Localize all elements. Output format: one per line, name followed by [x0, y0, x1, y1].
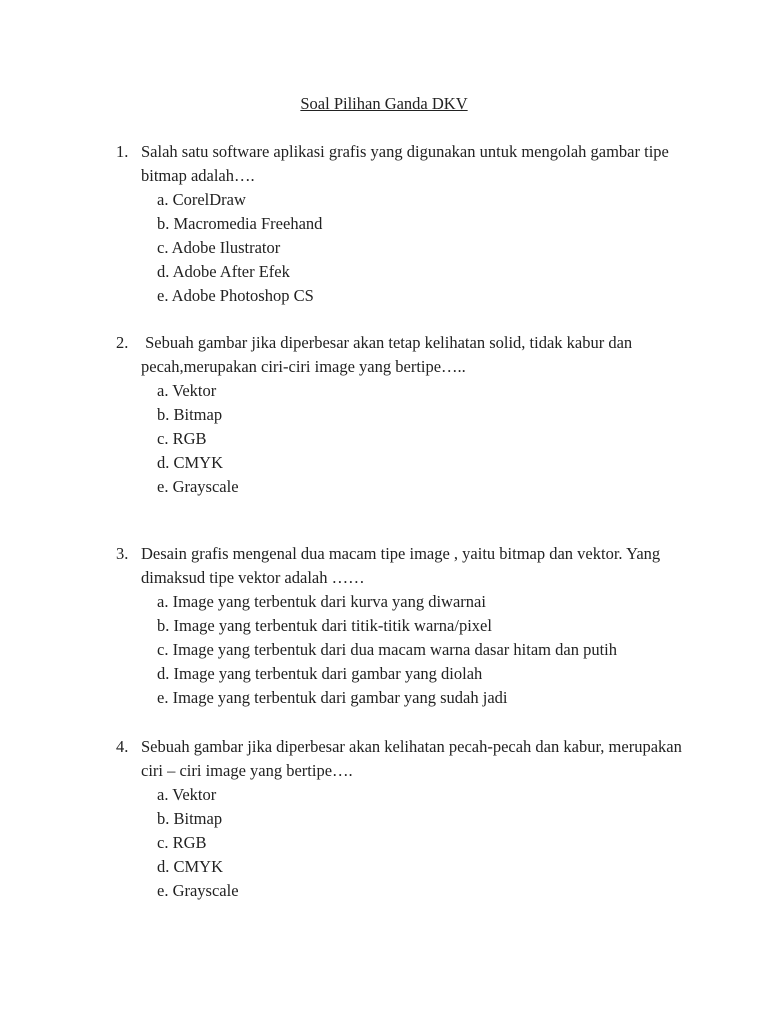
- question-2: [116, 331, 696, 499]
- option-c: c. Adobe Ilustrator: [157, 238, 281, 257]
- question-3: [116, 542, 696, 710]
- option-e: e. Adobe Photoshop CS: [157, 286, 314, 305]
- question-number: 1.: [116, 142, 129, 161]
- option-a: a. Vektor: [157, 785, 217, 804]
- option-e: e. Grayscale: [157, 477, 239, 496]
- option-d: d. Image yang terbentuk dari gambar yang diolah: [157, 664, 483, 683]
- page-title: Soal Pilihan Ganda DKV: [300, 94, 468, 113]
- question-stem: [116, 140, 696, 188]
- option-d: d. CMYK: [157, 857, 224, 876]
- option-e: e. Grayscale: [157, 881, 239, 900]
- option-b: b. Image yang terbentuk dari titik-titik warna/pixel: [157, 616, 492, 635]
- question-1: [116, 140, 696, 308]
- question-number: 3.: [116, 544, 129, 563]
- option-list: [116, 379, 696, 499]
- option-a: a. Vektor: [157, 381, 217, 400]
- option-b: b. Bitmap: [157, 809, 223, 828]
- option-list: [116, 590, 696, 710]
- question-text: Sebuah gambar jika diperbesar akan kelihatan pecah-pecah dan kabur, merupakan ciri – ciri image yang bertipe….: [141, 737, 686, 780]
- question-text: Desain grafis mengenal dua macam tipe image , yaitu bitmap dan vektor. Yang dimaksud tipe vektor adalah ……: [141, 544, 665, 587]
- option-list: [116, 783, 696, 903]
- option-c: c. RGB: [157, 833, 207, 852]
- question-stem: [116, 331, 696, 379]
- option-a: a. Image yang terbentuk dari kurva yang diwarnai: [157, 592, 486, 611]
- option-b: b. Macromedia Freehand: [157, 214, 323, 233]
- option-list: [116, 188, 696, 308]
- question-number: 4.: [116, 737, 129, 756]
- question-4: [116, 735, 696, 903]
- question-text: Sebuah gambar jika diperbesar akan tetap kelihatan solid, tidak kabur dan pecah,merupakan ciri-ciri image yang bertipe…..: [141, 333, 637, 376]
- option-b: b. Bitmap: [157, 405, 223, 424]
- option-e: e. Image yang terbentuk dari gambar yang sudah jadi: [157, 688, 508, 707]
- question-stem: [116, 542, 696, 590]
- option-c: c. Image yang terbentuk dari dua macam warna dasar hitam dan putih: [157, 640, 617, 659]
- question-stem: [116, 735, 696, 783]
- question-number: 2.: [116, 333, 129, 352]
- option-a: a. CorelDraw: [157, 190, 246, 209]
- option-c: c. RGB: [157, 429, 207, 448]
- option-d: d. Adobe After Efek: [157, 262, 290, 281]
- question-text: Salah satu software aplikasi grafis yang digunakan untuk mengolah gambar tipe bitmap adalah….: [141, 142, 673, 185]
- option-d: d. CMYK: [157, 453, 224, 472]
